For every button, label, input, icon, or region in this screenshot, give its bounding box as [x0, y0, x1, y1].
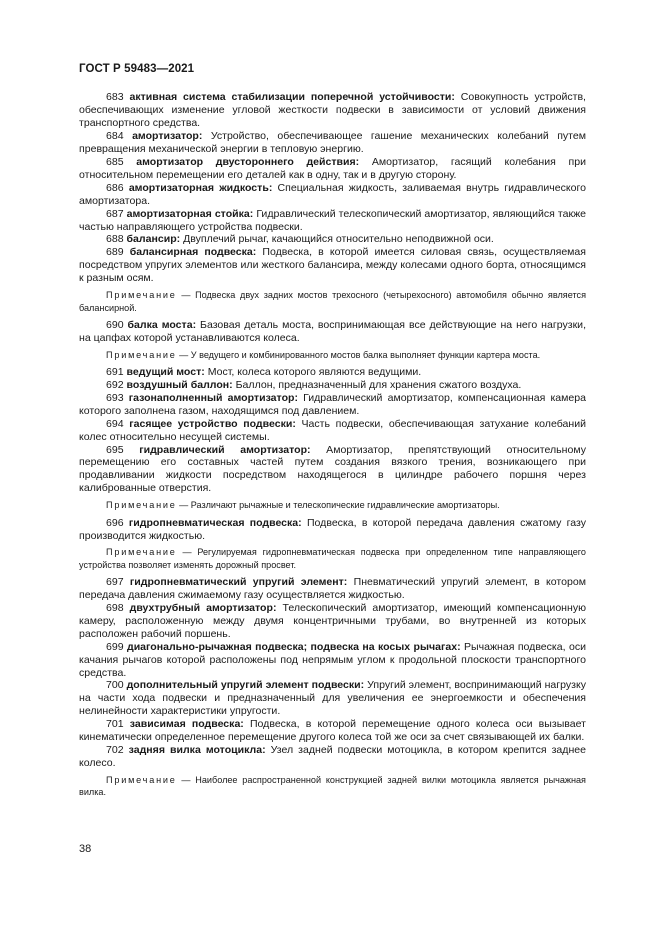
- term-entry: [79, 156, 586, 182]
- term-definition: Гидравлический телескопический амортизатор, являющийся также частью направляющего устройства подвески.: [79, 207, 586, 233]
- term-definition: Амортизатор, препятствующий относительному перемещению его составных частей путем создания вязкого трения, возникающего при продавливании жидкости посредством находящегося в цилиндре рабочего поршня через калиброванные отверстия.: [79, 443, 586, 495]
- term-number: 693: [106, 391, 124, 404]
- term-number: 702: [106, 744, 124, 757]
- term-name: балансир:: [126, 233, 181, 246]
- term-name: дополнительный упругий элемент подвески:: [126, 679, 365, 692]
- term-name: гидропневматическая подвеска:: [128, 516, 302, 529]
- term-entry: [79, 679, 586, 718]
- term-entry: [79, 641, 586, 680]
- term-number: 683: [106, 91, 124, 103]
- term-definition: Двуплечий рычаг, качающийся относительно неподвижной оси.: [183, 233, 494, 246]
- note-label: Примечание: [106, 547, 177, 558]
- term-name: двухтрубный амортизатор:: [129, 601, 277, 614]
- note-label: Примечание: [106, 349, 177, 360]
- term-number: 694: [106, 417, 124, 430]
- term-number: 686: [106, 181, 124, 194]
- term-name: зависимая подвеска:: [129, 718, 244, 731]
- term-definition: Упругий элемент, воспринимающий нагрузку на части хода подвески и предназначенный для увеличения ее энергоемкости и обеспечения нелинейности характеристики упругости.: [79, 679, 586, 718]
- term-name: гидропневматический упругий элемент:: [129, 575, 348, 588]
- term-entry: [79, 392, 586, 418]
- term-definition: Баллон, предназначенный для хранения сжатого воздуха.: [235, 378, 522, 391]
- term-name: гидравлический амортизатор:: [139, 443, 311, 456]
- term-definition: Часть подвески, обеспечивающая затухание колебаний колес относительно несущей системы.: [79, 417, 586, 443]
- term-definition: Мост, колеса которого являются ведущими.: [207, 365, 422, 378]
- term-entry: [79, 379, 586, 392]
- term-name: балансирная подвеска:: [129, 246, 257, 259]
- term-definition: Базовая деталь моста, воспринимающая все действующие на него нагрузки, на цапфах которой устанавливаются колеса.: [79, 318, 586, 344]
- term-entry: [79, 576, 586, 602]
- term-number: 701: [106, 718, 124, 731]
- term-name: активная система стабилизации поперечной устойчивости:: [129, 91, 455, 103]
- term-number: 685: [106, 155, 124, 168]
- note: [79, 349, 586, 361]
- note-text: — Подвеска двух задних мостов трехосного (четырехосного) автомобиля обычно является балансирной.: [79, 290, 586, 313]
- term-definition: Амортизатор, гасящий колебания при относительном перемещении его деталей как в одну, так и в другую сторону.: [79, 155, 586, 181]
- term-definition: Телескопический амортизатор, имеющий компенсационную камеру, расположенную между двумя концентричными трубами, во внутренней из которых расположен рабочий поршень.: [79, 601, 587, 640]
- note: [79, 546, 586, 570]
- term-number: 697: [106, 575, 124, 588]
- term-number: 689: [106, 246, 124, 259]
- term-number: 699: [106, 640, 124, 653]
- term-definition: Гидравлический амортизатор, компенсационная камера которого заполнена газом, находящимся под давлением.: [79, 391, 586, 417]
- term-name: амортизатор двустороннего действия:: [136, 155, 360, 168]
- term-name: воздушный баллон:: [126, 378, 233, 391]
- term-entry: [79, 319, 586, 345]
- term-entry: [79, 418, 586, 444]
- term-entry: [79, 444, 586, 496]
- term-name: балка моста:: [127, 318, 197, 331]
- term-name: гасящее устройство подвески:: [129, 417, 296, 430]
- term-entry: [79, 246, 586, 285]
- term-name: амортизаторная жидкость:: [128, 181, 273, 194]
- note-label: Примечание: [106, 290, 177, 301]
- term-entry: [79, 91, 586, 130]
- note-text: — У ведущего и комбинированного мостов балка выполняет функции картера моста.: [179, 349, 541, 360]
- term-definition: Совокупность устройств, обеспечивающих изменение угловой жесткости подвески в зависимости от условий движения транспортного средства.: [79, 91, 586, 129]
- term-number: 688: [106, 233, 124, 246]
- term-entry: [79, 366, 586, 379]
- term-number: 696: [106, 516, 124, 529]
- term-entry: [79, 233, 586, 246]
- term-definition: Пневматический упругий элемент, в котором передача давления сжимаемому газу осуществляется жидкостью.: [79, 575, 586, 601]
- term-definition: Подвеска, в которой имеется силовая связь, осуществляемая посредством упругих элементов или жесткого балансира, между колесами одного борта, относящимся к разным осям.: [79, 246, 587, 285]
- term-number: 698: [106, 601, 124, 614]
- term-entry: [79, 208, 586, 234]
- term-definition: Специальная жидкость, заливаемая внутрь гидравлического амортизатора.: [79, 181, 587, 207]
- note: [79, 499, 586, 511]
- term-entry: [79, 130, 586, 156]
- term-entry: [79, 744, 586, 770]
- term-number: 690: [106, 318, 124, 331]
- note: [79, 289, 586, 313]
- page-number: 38: [79, 843, 92, 855]
- term-name: диагонально-рычажная подвеска; подвеска на косых рычагах:: [127, 640, 461, 653]
- terms-list: [79, 91, 586, 804]
- term-definition: Подвеска, в которой перемещение одного колеса оси вызывает кинематически определенное перемещение другого колеса той же оси за счет связывающей их балки.: [79, 718, 586, 744]
- term-name: задняя вилка мотоцикла:: [128, 744, 266, 757]
- note-text: — Различают рычажные и телескопические гидравлические амортизаторы.: [179, 500, 500, 511]
- note: [79, 774, 586, 798]
- term-number: 700: [106, 679, 124, 692]
- term-definition: Устройство, обеспечивающее гашение механических колебаний путем превращения механической энергии в тепловую энергию.: [79, 129, 587, 155]
- note-label: Примечание: [106, 775, 177, 786]
- term-entry: [79, 718, 586, 744]
- note-text: — Регулируемая гидропневматическая подвеска при определенном типе направляющего устройства позволяет изменять дорожный просвет.: [79, 547, 586, 570]
- standard-code-header: ГОСТ Р 59483—2021: [79, 63, 195, 75]
- term-definition: Рычажная подвеска, оси качания рычагов которой расположены под непрямым углом к продольной плоскости транспортного средства.: [79, 640, 586, 679]
- term-number: 695: [106, 443, 124, 456]
- note-text: — Наиболее распространенной конструкцией задней вилки мотоцикла является рычажная вилка.: [79, 775, 586, 798]
- term-entry: [79, 517, 586, 543]
- term-number: 691: [106, 365, 124, 378]
- term-definition: Подвеска, в которой передача давления сжатому газу производится жидкостью.: [79, 516, 587, 542]
- term-definition: Узел задней подвески мотоцикла, в котором крепится заднее колесо.: [79, 744, 587, 770]
- term-entry: [79, 182, 586, 208]
- term-number: 692: [106, 378, 124, 391]
- term-name: ведущий мост:: [126, 365, 205, 378]
- note-label: Примечание: [106, 500, 177, 511]
- term-name: амортизатор:: [132, 129, 203, 142]
- term-name: амортизаторная стойка:: [126, 207, 254, 220]
- term-number: 687: [106, 207, 124, 220]
- term-entry: [79, 602, 586, 641]
- term-name: газонаполненный амортизатор:: [128, 391, 298, 404]
- term-number: 684: [106, 129, 124, 142]
